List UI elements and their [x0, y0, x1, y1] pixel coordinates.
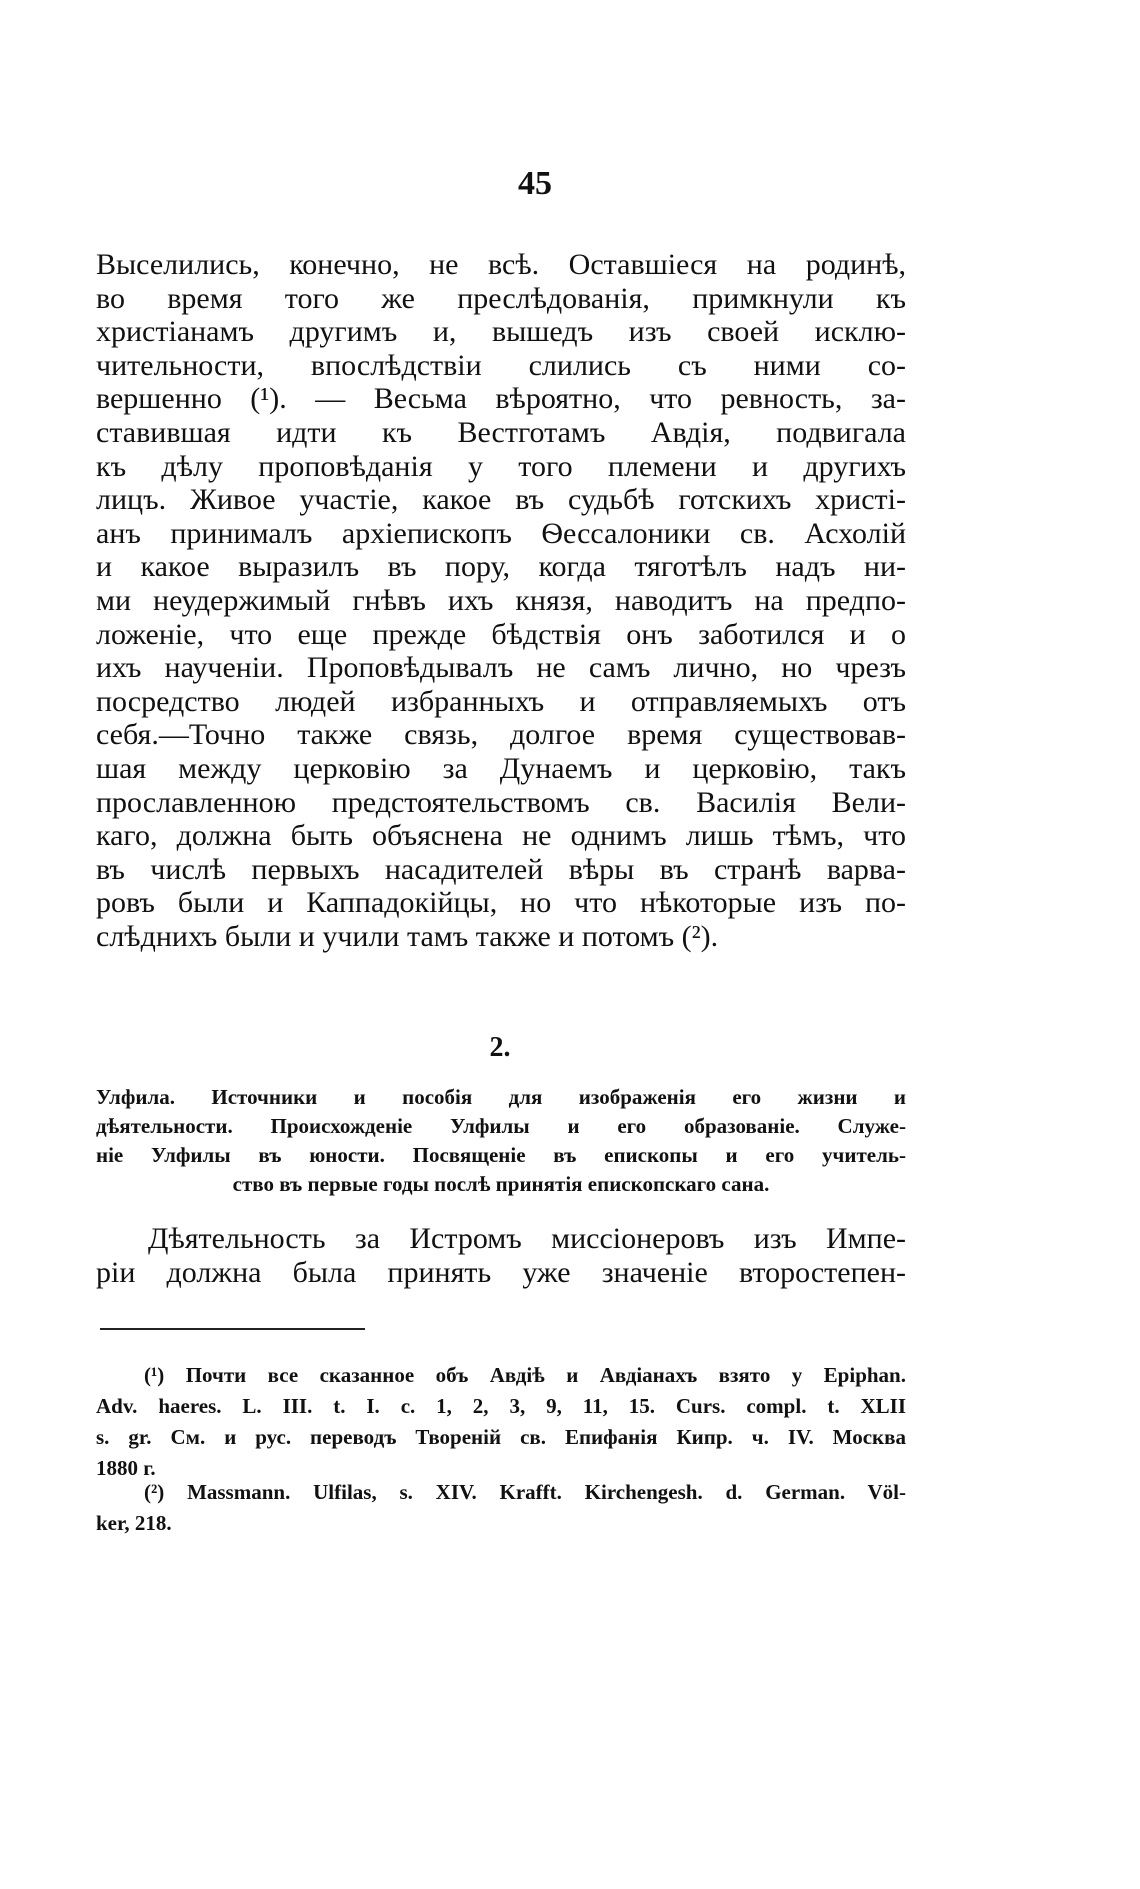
text-line: слѣднихъ были и учили тамъ также и потомъ (²). — [96, 919, 719, 953]
text-line: къ дѣлу проповѣданія у того племени и другихъ — [96, 449, 906, 483]
text-line: вершенно (¹). — Весьма вѣроятно, что ревность, за- — [96, 382, 906, 416]
footnote — [96, 1360, 906, 1484]
text-line: Выселились, конечно, не всѣ. Оставшіеся на родинѣ, — [96, 248, 906, 281]
footnote — [96, 1477, 906, 1539]
summary-line: ніе Улфилы въ юности. Посвященіе въ епископы и его учитель- — [96, 1143, 906, 1167]
page-number: 45 — [518, 165, 552, 202]
summary-line: ство въ первые годы послѣ принятія епископскаго сана. — [232, 1172, 770, 1196]
summary-line: дѣятельности. Происхожденіе Улфилы и его образованіе. Служе- — [96, 1114, 906, 1138]
text-line: себя.—Точно также связь, долгое время существовав- — [96, 718, 906, 752]
text-line: ріи должна была принять уже значеніе второстепен- — [96, 1255, 906, 1289]
text-line: анъ принималъ архіепископъ Ѳессалоники св. Асхолій — [96, 516, 906, 550]
footnote-line: s. gr. См. и рус. переводъ Твореній св. Епифанія Кипр. ч. IV. Москва — [96, 1425, 906, 1449]
footnote-line: Adv. haeres. L. III. t. I. c. 1, 2, 3, 9, 11, 15. Curs. compl. t. XLII — [96, 1394, 906, 1418]
summary-line: Улфила. Источники и пособія для изображенія его жизни и — [96, 1085, 906, 1109]
text-line: ложеніе, что еще прежде бѣдствія онъ заботился и о — [96, 617, 906, 651]
text-line: христіанамъ другимъ и, вышедъ изъ своей исклю- — [96, 315, 906, 349]
text-line: прославленною предстоятельствомъ св. Василія Вели- — [96, 785, 906, 819]
footnote-line: ker, 218. — [96, 1511, 172, 1535]
text-line: каго, должна быть объяснена не однимъ лишь тѣмъ, что — [96, 819, 906, 853]
text-line: ми неудержимый гнѣвъ ихъ князя, наводитъ на предпо- — [96, 583, 906, 617]
text-line: шая между церковію за Дунаемъ и церковію, такъ — [96, 751, 906, 785]
body-paragraph — [96, 248, 906, 953]
footnote-divider — [100, 1328, 365, 1330]
body-paragraph — [96, 1222, 906, 1289]
text-line: лицъ. Живое участіе, какое въ судьбѣ готскихъ христі- — [96, 483, 906, 517]
text-line: ставившая идти къ Вестготамъ Авдія, подвигала — [96, 415, 906, 449]
text-line: Дѣятельность за Истромъ миссіонеровъ изъ Импе- — [148, 1222, 906, 1255]
text-line: въ числѣ первыхъ насадителей вѣры въ странѣ варва- — [96, 852, 906, 886]
text-line: и какое выразилъ въ пору, когда тяготѣлъ надъ ни- — [96, 550, 906, 584]
footnote-line: 1880 г. — [96, 1456, 156, 1480]
section-summary — [96, 1083, 906, 1199]
text-line: чительности, впослѣдствіи слились съ ними со- — [96, 348, 906, 382]
footnote-line: (¹) Почти все сказанное объ Авдіѣ и Авдіанахъ взято у Epiphan. — [144, 1363, 906, 1387]
text-line: посредство людей избранныхъ и отправляемыхъ отъ — [96, 684, 906, 718]
footnote-line: (²) Massmann. Ulfilas, s. XIV. Krafft. Kirchengesh. d. German. Völ- — [144, 1480, 906, 1504]
text-line: ихъ наученіи. Проповѣдывалъ не самъ лично, но чрезъ — [96, 651, 906, 685]
section-number: 2. — [489, 1032, 511, 1063]
text-line: во время того же преслѣдованія, примкнули къ — [96, 281, 906, 315]
text-line: ровъ были и Каппадокійцы, но что нѣкоторые изъ по- — [96, 886, 906, 920]
